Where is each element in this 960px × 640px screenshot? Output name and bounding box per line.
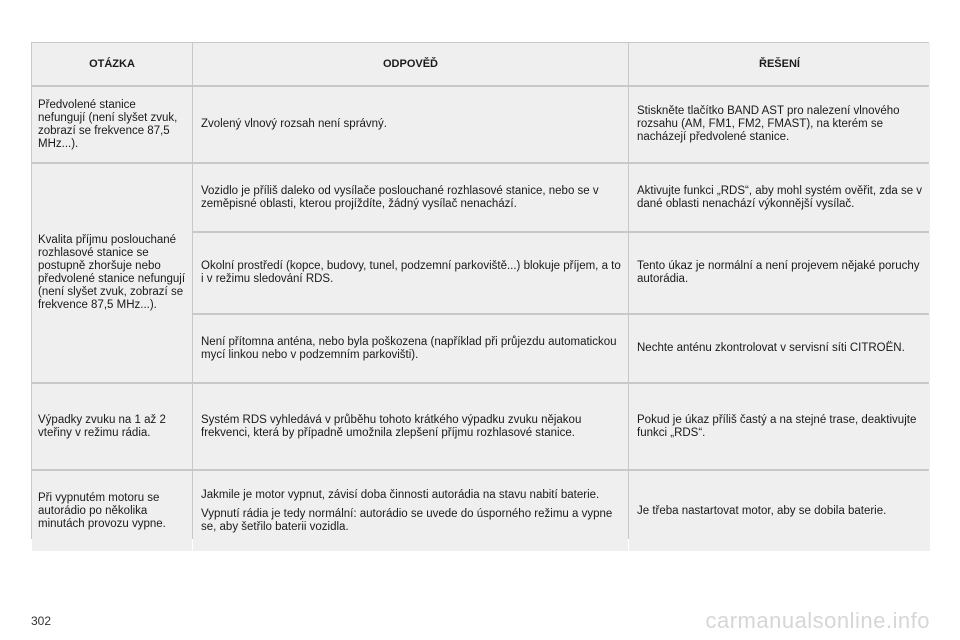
question-cell: Při vypnutém motoru se autorádio po několika minutách provozu vypne. xyxy=(32,471,192,551)
answer-text: Okolní prostředí (kopce, budovy, tunel, podzemní parkoviště...) blokuje příjem, a to i v režimu sledování RDS. xyxy=(201,260,621,285)
answer-cell xyxy=(193,315,628,382)
troubleshooting-table xyxy=(31,42,929,539)
page-number: 302 xyxy=(31,614,52,628)
header-answer: ODPOVĚĎ xyxy=(193,43,628,85)
solution-cell: Pokud je úkaz příliš častý a na stejné trase, deaktivujte funkci „RDS“. xyxy=(629,384,930,469)
answer-cell xyxy=(193,471,628,551)
solution-cell: Aktivujte funkci „RDS“, aby mohl systém ověřit, zda se v dané oblasti nenachází výkonnější vysílač. xyxy=(629,164,930,231)
header-solution: ŘEŠENÍ xyxy=(629,43,930,85)
watermark: carmanualsonline.info xyxy=(705,608,930,633)
answer-text: Vozidlo je příliš daleko od vysílače poslouchané rozhlasové stanice, nebo se v zeměpisné oblasti, kterou projíždíte, žádný vysílač nenachází. xyxy=(201,184,599,210)
solution-cell: Tento úkaz je normální a není projevem nějaké poruchy autorádia. xyxy=(629,233,930,313)
solution-cell: Stiskněte tlačítko BAND AST pro nalezení vlnového rozsahu (AM, FM1, FM2, FMAST), na kterém se nacházejí předvolené stanice. xyxy=(629,87,930,162)
answer-cell xyxy=(193,384,628,469)
answer-text: Jakmile je motor vypnut, závisí doba činnosti autorádia na stavu nabití baterie. xyxy=(201,488,600,501)
answer-cell xyxy=(193,233,628,313)
question-cell: Kvalita příjmu poslouchané rozhlasové stanice se postupně zhoršuje nebo předvolené stanice nefungují (není slyšet zvuk, zobrazí se frekvence 87,5 MHz...). xyxy=(32,164,192,382)
answer-text: Zvolený vlnový rozsah není správný. xyxy=(201,118,388,130)
solution-cell: Nechte anténu zkontrolovat v servisní síti CITROËN. xyxy=(629,315,930,382)
question-cell: Výpadky zvuku na 1 až 2 vteřiny v režimu rádia. xyxy=(32,384,192,469)
question-cell: Předvolené stanice nefungují (není slyšet zvuk, zobrazí se frekvence 87,5 MHz...). xyxy=(32,87,192,162)
answer-text: Systém RDS vyhledává v průběhu tohoto krátkého výpadku zvuku nějakou frekvenci, která by případně umožnila zlepšení příjmu rozhlasové stanice. xyxy=(201,413,582,439)
solution-cell: Je třeba nastartovat motor, aby se dobila baterie. xyxy=(629,471,930,551)
answer-cell xyxy=(193,164,628,231)
answer-text: Vypnutí rádia je tedy normální: autorádio se uvede do úsporného režimu a vypne se, aby šetřilo baterii vozidla. xyxy=(201,507,613,533)
answer-cell xyxy=(193,87,628,162)
answer-text: Není přítomna anténa, nebo byla poškozena (například při průjezdu automatickou mycí linkou nebo v podzemním parkovišti). xyxy=(201,335,617,361)
header-question: OTÁZKA xyxy=(32,43,192,85)
